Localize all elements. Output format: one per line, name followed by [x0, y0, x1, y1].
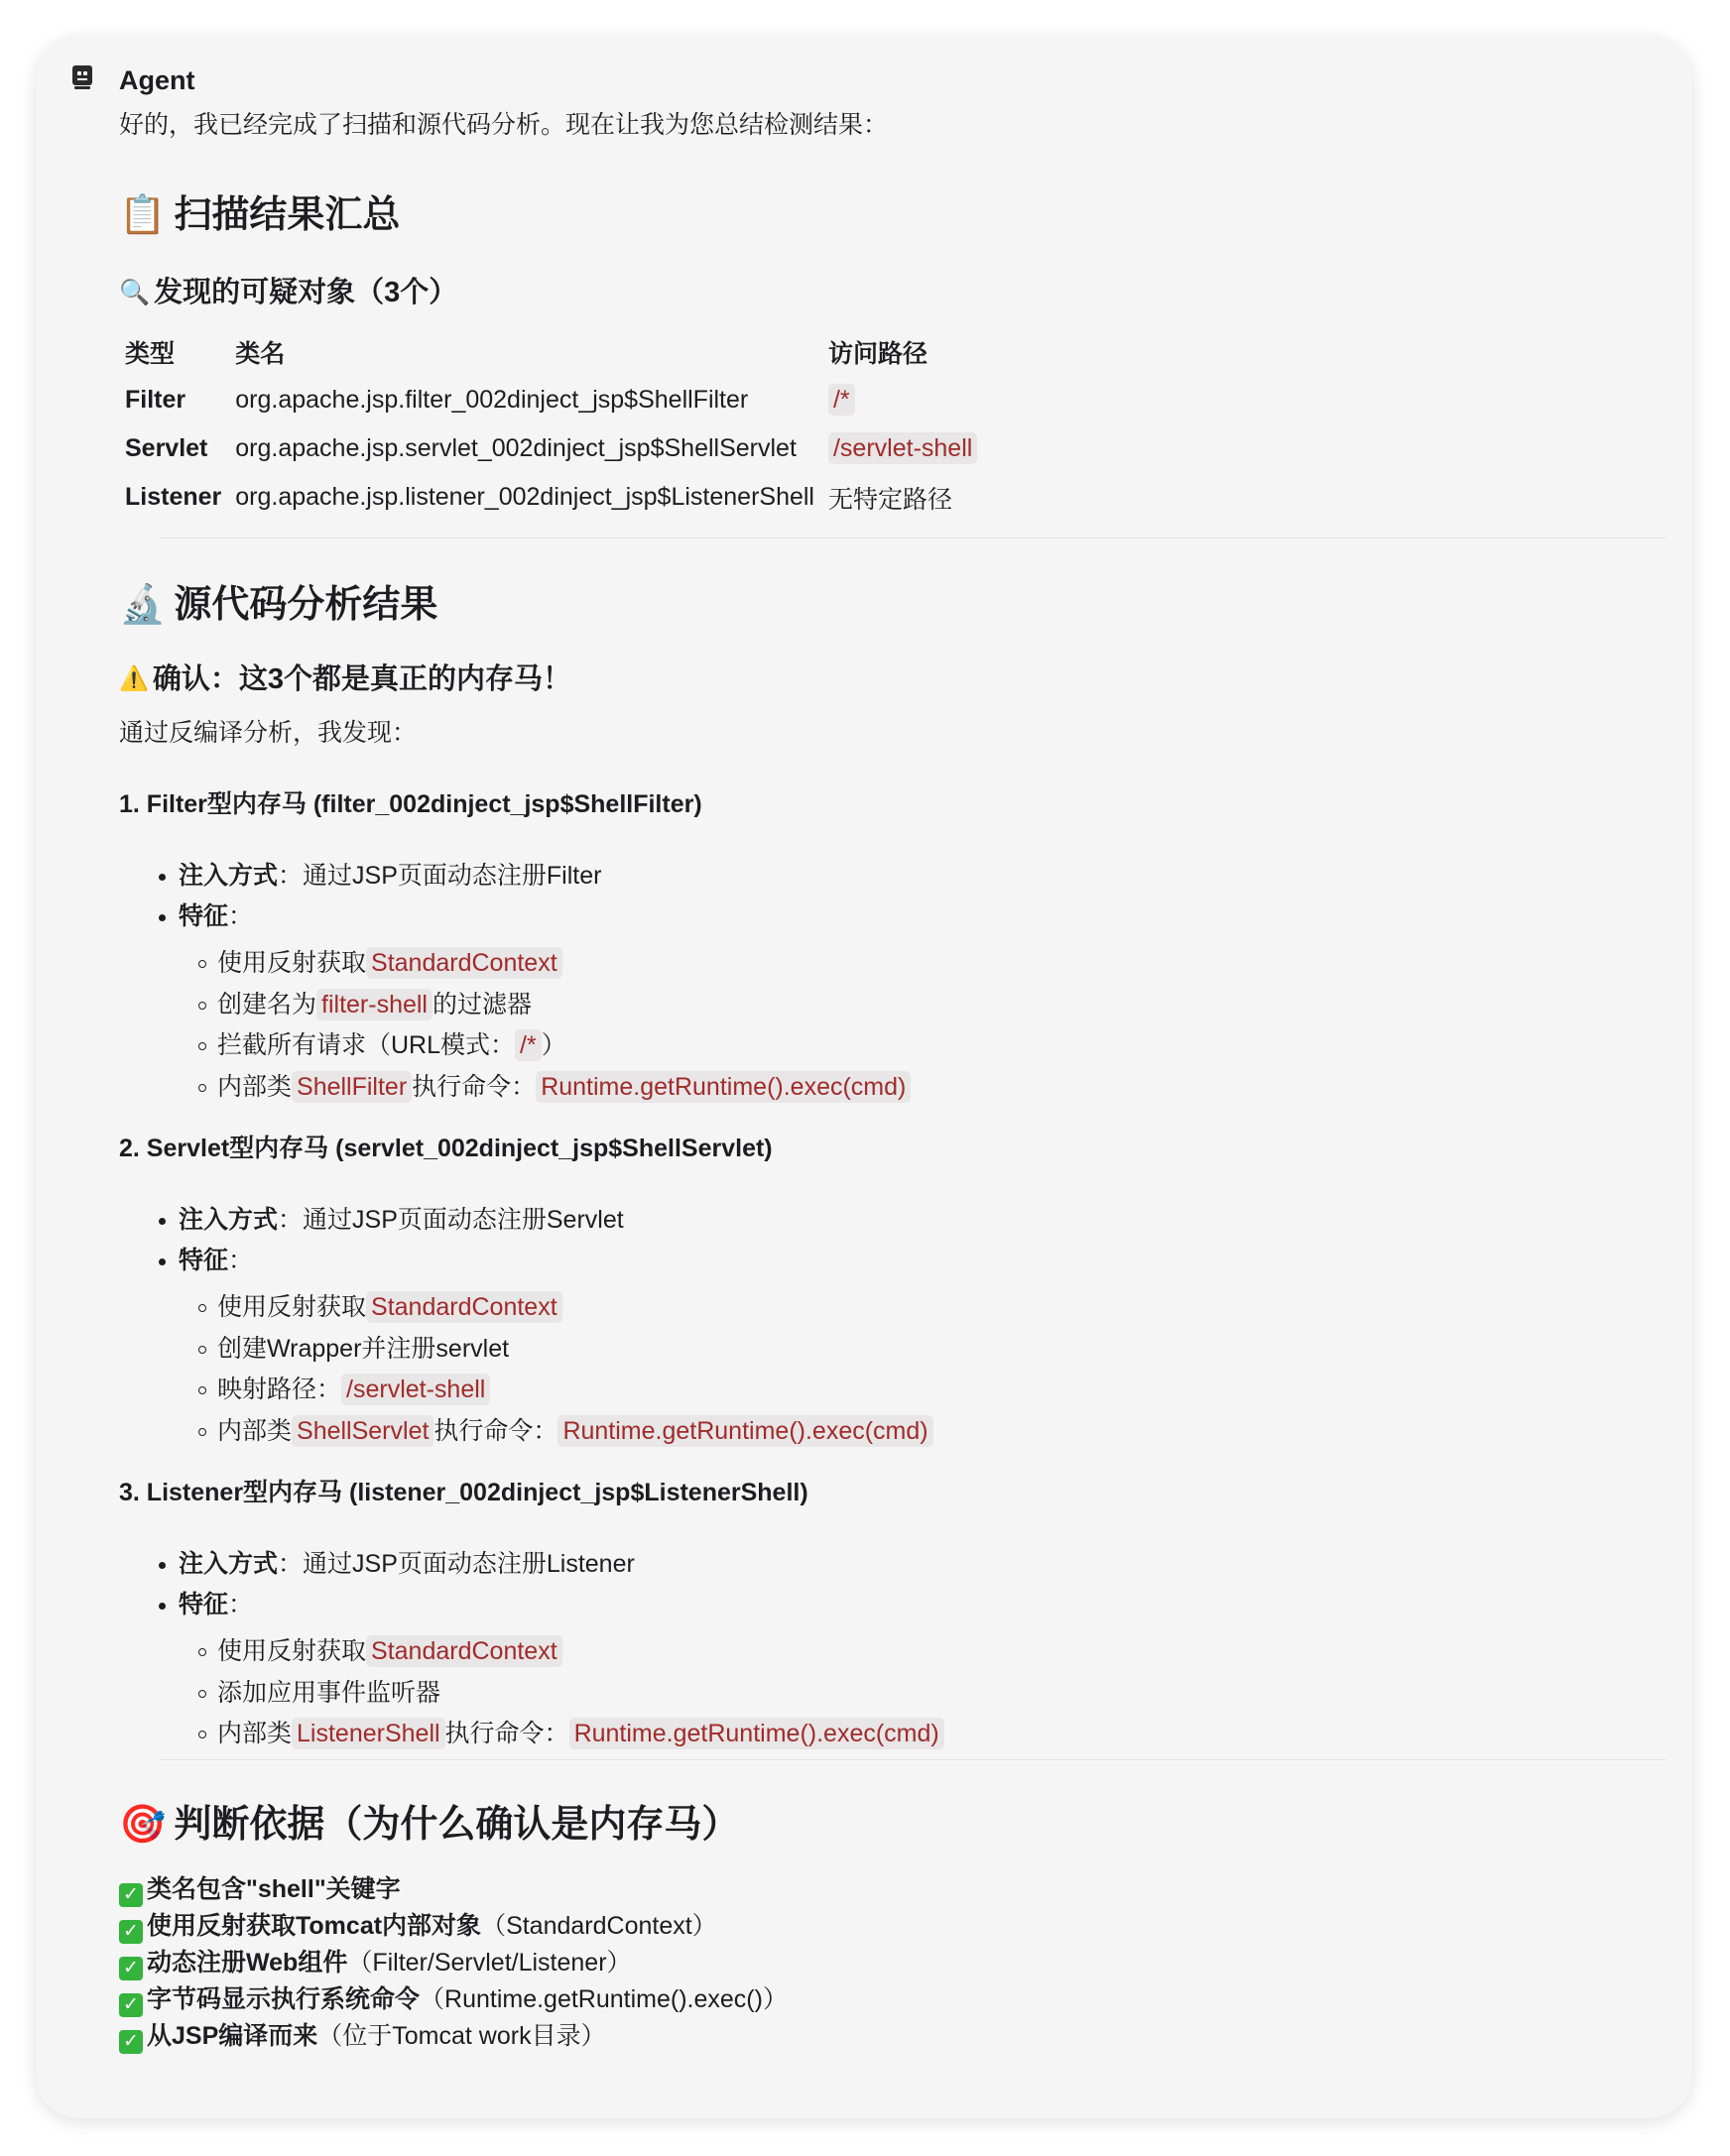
message-content [119, 105, 1667, 2055]
confirm-heading [119, 658, 1667, 701]
code-span: ShellFilter [292, 1071, 412, 1103]
code-span: Runtime.getRuntime().exec(cmd) [557, 1415, 932, 1447]
code-span: Runtime.getRuntime().exec(cmd) [569, 1718, 944, 1749]
check-mark-icon: ✓ [119, 1920, 143, 1944]
check-mark-icon: ✓ [119, 1993, 143, 2017]
microscope-icon: 🔬 [119, 584, 167, 626]
clipboard-icon: 📋 [119, 194, 167, 236]
intro-text: 好的，我已经完成了扫描和源代码分析。现在让我为您总结检测结果： [119, 111, 889, 139]
criteria-heading [119, 1798, 1667, 1852]
class-name-cell: org.apache.jsp.listener_002dinject_jsp$ListenerShell [235, 483, 814, 511]
check-mark-icon: ✓ [119, 1883, 143, 1907]
feature-item [198, 1329, 1667, 1371]
divider [159, 1759, 1667, 1760]
features-item [159, 1241, 1667, 1281]
section-heading: 2. Servlet型内存马 (servlet_002dinject_jsp$ShellServlet) [119, 1135, 773, 1162]
section-heading: 3. Listener型内存马 (listener_002dinject_jsp$ListenerShell) [119, 1479, 808, 1506]
feature-sublist [119, 1631, 1667, 1755]
criteria-item [119, 1945, 1667, 1981]
scan-summary-heading [119, 188, 1667, 242]
code-span: /* [515, 1029, 542, 1061]
criteria-rest: （位于Tomcat work目录） [317, 2021, 606, 2050]
feature-sublist [119, 943, 1667, 1108]
criteria-list [119, 1871, 1667, 2055]
target-icon: 🎯 [119, 1803, 167, 1846]
text-span: 内部类 [217, 1072, 293, 1101]
source-analysis-title: 源代码分析结果 [174, 584, 438, 626]
feature-item [198, 1714, 1667, 1755]
table-header-row [119, 328, 985, 376]
analysis-sections [119, 784, 1667, 1755]
feature-item [198, 1370, 1667, 1411]
source-analysis-heading [119, 578, 1667, 632]
text-span: ） [541, 1031, 566, 1059]
feature-item [198, 985, 1667, 1026]
found-objects-heading [119, 271, 1667, 314]
feature-item [198, 1287, 1667, 1329]
agent-header [71, 63, 93, 89]
column-header-type: 类型 [125, 340, 176, 368]
inject-method-label: 注入方式 [179, 1206, 279, 1234]
text-span: 内部类 [217, 1720, 293, 1747]
text-span: 执行命令： [433, 1416, 558, 1445]
features-colon: ： [228, 1247, 254, 1274]
features-colon: ： [228, 1591, 254, 1618]
code-span: ListenerShell [292, 1718, 445, 1749]
text-span: 使用反射获取 [217, 949, 367, 977]
text-span: 的过滤器 [432, 990, 533, 1018]
text-span: 拦截所有请求（URL模式： [217, 1031, 516, 1059]
criteria-item [119, 1871, 1667, 1908]
inject-method-item [159, 856, 1667, 897]
feature-item [198, 1411, 1667, 1453]
criteria-rest: （StandardContext） [481, 1911, 717, 1940]
inject-method-text: ：通过JSP页面动态注册Filter [278, 862, 602, 890]
code-span: StandardContext [366, 1635, 562, 1667]
text-span: 映射路径： [217, 1376, 342, 1403]
magnifier-icon: 🔍 [119, 279, 151, 306]
criteria-rest: （Filter/Servlet/Listener） [347, 1948, 632, 1976]
criteria-item [119, 1908, 1667, 1945]
path-cell [822, 424, 985, 473]
agent-name: Agent [119, 65, 195, 95]
section-list [119, 1544, 1667, 1625]
section-list [119, 1200, 1667, 1281]
feature-item [198, 1025, 1667, 1067]
table-row [119, 473, 985, 522]
inject-method-text: ：通过JSP页面动态注册Servlet [278, 1206, 624, 1234]
criteria-bold: 使用反射获取Tomcat内部对象 [147, 1911, 482, 1940]
code-span: ShellServlet [292, 1415, 433, 1447]
criteria-bold: 类名包含"shell"关键字 [147, 1874, 401, 1903]
criteria-rest: （Runtime.getRuntime().exec()） [420, 1984, 788, 2013]
text-span: 使用反射获取 [217, 1293, 367, 1321]
scan-summary-title: 扫描结果汇总 [174, 194, 401, 236]
criteria-item [119, 1981, 1667, 2018]
feature-sublist [119, 1287, 1667, 1452]
feature-item [198, 943, 1667, 985]
type-cell: Servlet [125, 434, 208, 462]
inject-method-label: 注入方式 [179, 862, 279, 890]
text-span: 执行命令： [444, 1720, 569, 1747]
text-span: 执行命令： [412, 1072, 537, 1101]
criteria-bold: 字节码显示执行系统命令 [147, 1984, 421, 2013]
code-span: filter-shell [316, 989, 432, 1020]
text-span: 内部类 [217, 1416, 293, 1445]
criteria-item [119, 2018, 1667, 2055]
text-span: 创建Wrapper并注册servlet [217, 1334, 510, 1363]
criteria-bold: 动态注册Web组件 [147, 1948, 348, 1976]
code-span: /servlet-shell [341, 1374, 490, 1405]
features-label: 特征 [179, 902, 229, 930]
criteria-title: 判断依据（为什么确认是内存马） [174, 1803, 740, 1846]
inject-method-item [159, 1200, 1667, 1241]
section-heading: 1. Filter型内存马 (filter_002dinject_jsp$ShellFilter) [119, 790, 702, 818]
divider [159, 538, 1667, 539]
suspicious-objects-table [119, 328, 985, 522]
warning-icon: ⚠️ [119, 665, 149, 692]
check-mark-icon: ✓ [119, 2030, 143, 2054]
features-item [159, 897, 1667, 937]
feature-item [198, 1067, 1667, 1109]
class-name-cell: org.apache.jsp.servlet_002dinject_jsp$ShellServlet [235, 434, 797, 462]
check-mark-icon: ✓ [119, 1957, 143, 1980]
path-cell: 无特定路径 [827, 485, 952, 514]
column-header-path: 访问路径 [827, 340, 927, 368]
text-span: 创建名为 [217, 990, 317, 1018]
inject-method-text: ：通过JSP页面动态注册Listener [278, 1550, 635, 1578]
confirm-title: 确认：这3个都是真正的内存马！ [152, 663, 572, 695]
text-span: 添加应用事件监听器 [217, 1678, 441, 1707]
criteria-bold: 从JSP编译而来 [147, 2021, 318, 2050]
inject-method-item [159, 1544, 1667, 1585]
inject-method-label: 注入方式 [179, 1550, 279, 1578]
type-cell: Listener [125, 483, 222, 511]
analysis-lead: 通过反编译分析，我发现： [119, 719, 418, 747]
code-span: StandardContext [366, 1291, 562, 1323]
section-list [119, 856, 1667, 937]
found-objects-title: 发现的可疑对象（3个） [154, 277, 458, 308]
path-code: /servlet-shell [828, 432, 977, 464]
agent-message-card [36, 36, 1692, 2118]
table-row [119, 424, 985, 473]
column-header-class: 类名 [235, 340, 286, 368]
features-item [159, 1585, 1667, 1625]
features-colon: ： [228, 902, 254, 930]
feature-item [198, 1631, 1667, 1673]
code-span: Runtime.getRuntime().exec(cmd) [536, 1071, 911, 1103]
table-row [119, 376, 985, 424]
type-cell: Filter [125, 386, 186, 414]
text-span: 使用反射获取 [217, 1637, 367, 1665]
code-span: StandardContext [366, 947, 562, 979]
robot-icon [71, 63, 93, 89]
path-code: /* [828, 384, 855, 416]
class-name-cell: org.apache.jsp.filter_002dinject_jsp$ShellFilter [235, 386, 749, 414]
features-label: 特征 [179, 1247, 229, 1274]
features-label: 特征 [179, 1591, 229, 1618]
feature-item [198, 1673, 1667, 1715]
path-cell [822, 376, 985, 424]
